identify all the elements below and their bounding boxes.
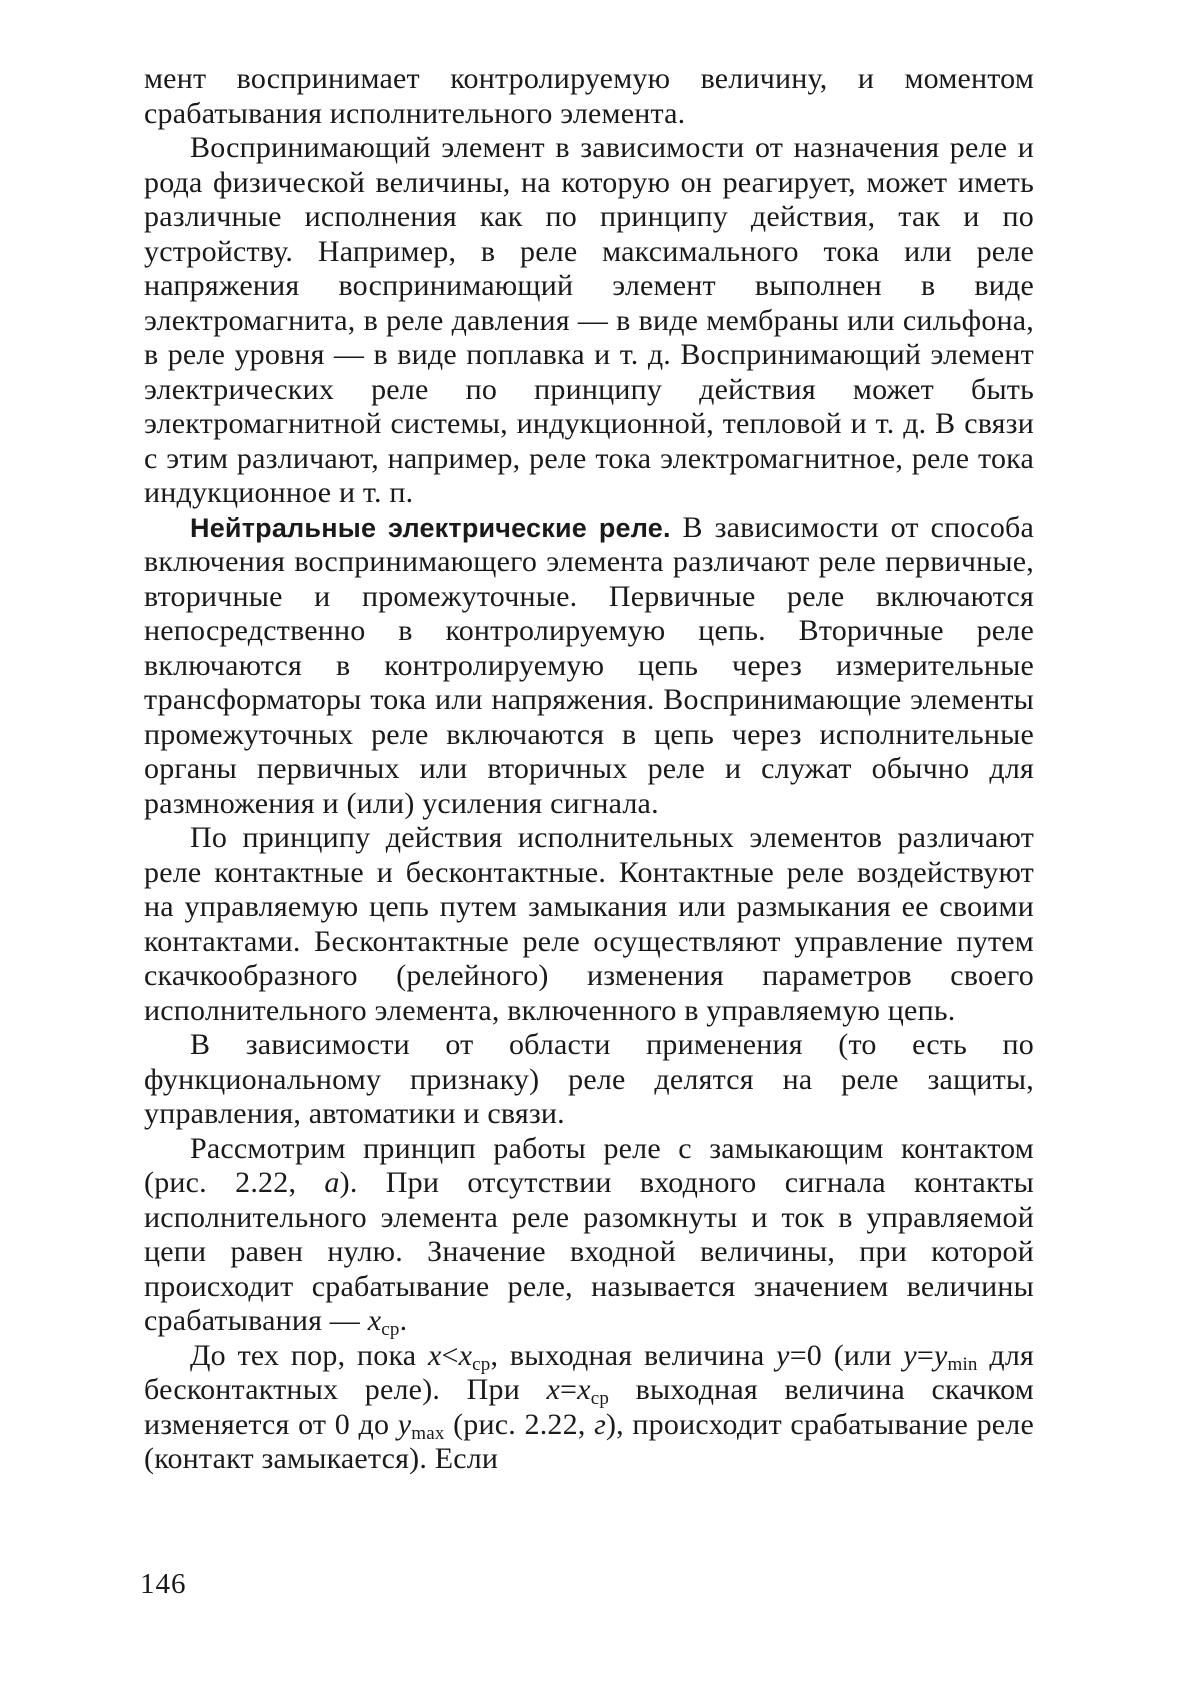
math-sub-cp: ср	[590, 1388, 610, 1409]
p7-text-2: , выходная величина	[490, 1338, 777, 1372]
math-y: y	[397, 1407, 412, 1441]
math-x: x	[577, 1373, 591, 1406]
paragraph-6	[144, 1132, 1034, 1339]
math-y: y	[933, 1338, 948, 1372]
p7-text-eq0: =0 (или	[789, 1338, 904, 1372]
p6-text-2: ). При отсутствии входного сигнала контакты исполнительного элемента реле разомкнуты и ток в управляемой цепи равен нулю. Значение входной величины, при которой происходит срабатывание реле, называется значением величины срабатывания —	[144, 1166, 1034, 1337]
p7-text-5: (рис. 2.22,	[444, 1407, 595, 1441]
math-equals: =	[916, 1338, 934, 1372]
math-sub-min: min	[947, 1353, 978, 1375]
paragraph-5: В зависимости от области применения (то есть по функциональному признаку) реле делятся на реле защиты, управления, автоматики и связи.	[144, 1028, 1034, 1130]
paragraph-7	[144, 1339, 1034, 1477]
p6-text-1: Рассмотрим принцип работы реле с замыкающим контактом (рис. 2.22,	[144, 1131, 1034, 1199]
paragraph-2: Воспринимающий элемент в зависимости от назначения реле и рода физической величины, на которую он реагирует, может иметь различные исполнения как по принципу действия, так и по устройству. Например, в реле максимального тока или реле напряжения воспринимающий элемент выполнен в виде электромагнита, в реле давления — в виде мембраны или сильфона, в реле уровня — в виде поплавка и т. д. Воспринимающий элемент электрических реле по принципу действия может быть электромагнитной системы, индукционной, тепловой и т. д. В связи с этим различают, например, реле тока электромагнитное, реле тока индукционное и т. п.	[144, 131, 1034, 509]
p6-text-3: .	[399, 1304, 408, 1337]
p7-text-3: для бесконтактных реле). При	[144, 1338, 1034, 1406]
math-less-than: <	[441, 1338, 459, 1372]
math-y: y	[776, 1338, 790, 1372]
math-x: x	[546, 1373, 561, 1406]
page-number: 146	[140, 1568, 187, 1600]
figure-ref-g: г	[594, 1407, 606, 1441]
math-x: x	[458, 1338, 473, 1372]
paragraph-4: По принципу действия исполнительных элементов различают реле контактные и бесконтактные. Контактные реле воздействуют на управляемую цепь путем замыкания или размыкания ее своими контактами. Бесконтактные реле осуществляют управление путем скачкообразного (релейного) изменения параметров своего исполнительного элемента, включенного в управляемую цепь.	[144, 821, 1034, 1027]
math-y: y	[903, 1338, 917, 1372]
math-x: x	[367, 1304, 382, 1337]
body-text	[144, 62, 1034, 1477]
math-sub-cp: ср	[472, 1353, 491, 1375]
p7-text-1: До тех пор, пока	[190, 1338, 429, 1372]
math-equals: =	[560, 1373, 578, 1406]
math-x: x	[428, 1338, 442, 1372]
math-sub-max: max	[411, 1422, 445, 1444]
math-sub-cp: ср	[381, 1319, 400, 1340]
figure-ref-a: а	[324, 1166, 340, 1199]
paragraph-3-body: В зависимости от способа включения воспринимающего элемента различают реле первичные, вторичные и промежуточные. Первичные реле включаются непосредственно в контролируемую цепь. Вторичные реле включаются в контролируемую цепь через измерительные трансформаторы тока или напряжения. Воспринимающие элементы промежуточных реле включаются в цепь через исполнительные органы первичных или вторичных реле и служат обычно для размножения и (или) усиления сигнала.	[144, 510, 1034, 820]
section-heading: Нейтральные электрические реле.	[190, 512, 671, 543]
paragraph-3	[144, 511, 1034, 822]
p7-text-6: ), происходит срабатывание реле (контакт замыкается). Если	[144, 1407, 1034, 1475]
paragraph-1: мент воспринимает контролируемую величину, и моментом срабатывания исполнительного элемента.	[144, 62, 1034, 130]
p7-text-4: выходная величина скачком изменяется от 0 до	[144, 1373, 1034, 1441]
